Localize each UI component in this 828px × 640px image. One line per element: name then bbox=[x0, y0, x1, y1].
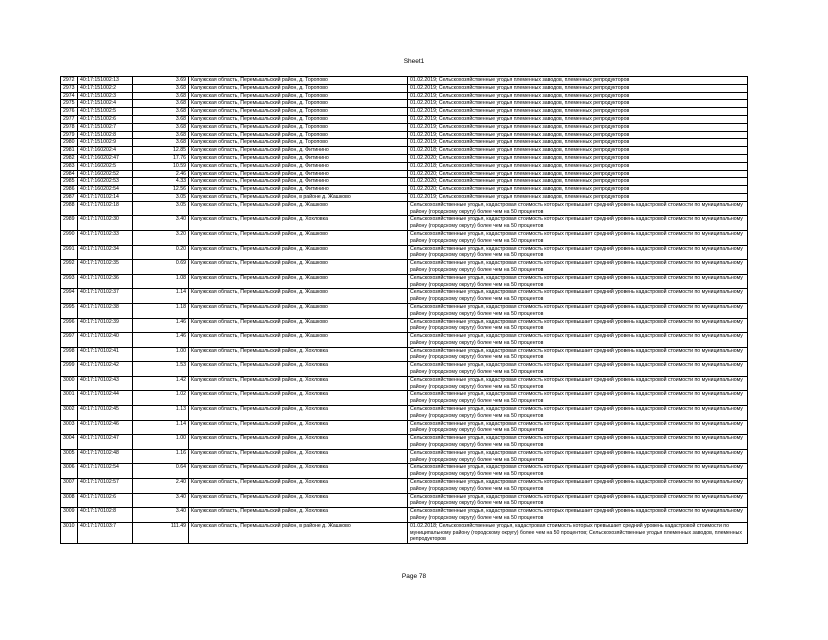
category-cell: 01.02.2018; Сельскохозяйственные угодья племенных заводов, племенных репродукторов bbox=[408, 147, 748, 155]
area-cell: 3.40 bbox=[133, 508, 189, 523]
category-cell: 01.02.2020; Сельскохозяйственные угодья племенных заводов, племенных репродукторов bbox=[408, 178, 748, 186]
category-cell: Сельскохозяйственные угодья, кадастровая стоимость которых превышает средний уровень кадастровой стоимости по муниципальному району (городскому округу) более чем на 50 процентов bbox=[408, 347, 748, 362]
cadastral-number-cell: 40:17:170102:42 bbox=[78, 362, 133, 377]
category-cell: 01.02.2019; Сельскохозяйственные угодья племенных заводов, племенных репродукторов bbox=[408, 123, 748, 131]
table-row bbox=[61, 245, 748, 260]
address-cell: Калужская область, Перемышльский район, в районе д. Жашково bbox=[189, 193, 408, 201]
row-number-cell: 3006 bbox=[61, 464, 78, 479]
area-cell: 3.68 bbox=[133, 139, 189, 147]
address-cell: Калужская область, Перемышльский район, д. Жашково bbox=[189, 303, 408, 318]
cadastral-number-cell: 40:17:170102:33 bbox=[78, 230, 133, 245]
address-cell: Калужская область, Перемышльский район, д. Фитинино bbox=[189, 162, 408, 170]
cadastral-number-cell: 40:17:160202:53 bbox=[78, 178, 133, 186]
table-row bbox=[61, 362, 748, 377]
address-cell: Калужская область, Перемышльский район, д. Жашково bbox=[189, 274, 408, 289]
address-cell: Калужская область, Перемышльский район, д. Торопово bbox=[189, 108, 408, 116]
category-cell: Сельскохозяйственные угодья, кадастровая стоимость которых превышает средний уровень кадастровой стоимости по муниципальному району (городскому округу) более чем на 50 процентов bbox=[408, 230, 748, 245]
row-number-cell: 2989 bbox=[61, 216, 78, 231]
area-cell: 10.59 bbox=[133, 162, 189, 170]
area-cell: 2.40 bbox=[133, 479, 189, 494]
cadastral-number-cell: 40:17:170102:37 bbox=[78, 289, 133, 304]
category-cell: 01.02.2019; Сельскохозяйственные угодья племенных заводов, племенных репродукторов bbox=[408, 131, 748, 139]
area-cell: 3.68 bbox=[133, 123, 189, 131]
cadastral-number-cell: 40:17:160202:5 bbox=[78, 162, 133, 170]
address-cell: Калужская область, Перемышльский район, д. Жашково bbox=[189, 201, 408, 216]
row-number-cell: 2973 bbox=[61, 84, 78, 92]
table-row bbox=[61, 406, 748, 421]
address-cell: Калужская область, Перемышльский район, д. Жашково bbox=[189, 318, 408, 333]
category-cell: 01.02.2019; Сельскохозяйственные угодья племенных заводов, племенных репродукторов bbox=[408, 193, 748, 201]
address-cell: Калужская область, Перемышльский район, д. Хохловка bbox=[189, 435, 408, 450]
area-cell: 3.68 bbox=[133, 131, 189, 139]
cadastral-number-cell: 40:17:170102:43 bbox=[78, 376, 133, 391]
category-cell: Сельскохозяйственные угодья, кадастровая стоимость которых превышает средний уровень кадастровой стоимости по муниципальному району (городскому округу) более чем на 50 процентов bbox=[408, 333, 748, 348]
row-number-cell: 2983 bbox=[61, 162, 78, 170]
row-number-cell: 2994 bbox=[61, 289, 78, 304]
address-cell: Калужская область, Перемышльский район, д. Торопово bbox=[189, 77, 408, 85]
land-plots-table bbox=[60, 76, 748, 544]
category-cell: Сельскохозяйственные угодья, кадастровая стоимость которых превышает средний уровень кадастровой стоимости по муниципальному району (городскому округу) более чем на 50 процентов bbox=[408, 464, 748, 479]
row-number-cell: 3007 bbox=[61, 479, 78, 494]
cadastral-number-cell: 40:17:170102:30 bbox=[78, 216, 133, 231]
category-cell: Сельскохозяйственные угодья, кадастровая стоимость которых превышает средний уровень кадастровой стоимости по муниципальному району (городскому округу) более чем на 50 процентов bbox=[408, 303, 748, 318]
address-cell: Калужская область, Перемышльский район, д. Фитинино bbox=[189, 147, 408, 155]
category-cell: Сельскохозяйственные угодья, кадастровая стоимость которых превышает средний уровень кадастровой стоимости по муниципальному району (городскому округу) более чем на 50 процентов bbox=[408, 493, 748, 508]
cadastral-number-cell: 40:17:170102:48 bbox=[78, 449, 133, 464]
category-cell: 01.02.2020; Сельскохозяйственные угодья племенных заводов, племенных репродукторов bbox=[408, 154, 748, 162]
table-row bbox=[61, 464, 748, 479]
table-row bbox=[61, 115, 748, 123]
row-number-cell: 3003 bbox=[61, 420, 78, 435]
row-number-cell: 3004 bbox=[61, 435, 78, 450]
cadastral-number-cell: 40:17:160202:47 bbox=[78, 154, 133, 162]
table-row bbox=[61, 92, 748, 100]
cadastral-number-cell: 40:17:170102:38 bbox=[78, 303, 133, 318]
area-cell: 0.20 bbox=[133, 245, 189, 260]
address-cell: Калужская область, Перемышльский район, д. Хохловка bbox=[189, 376, 408, 391]
row-number-cell: 3005 bbox=[61, 449, 78, 464]
category-cell: Сельскохозяйственные угодья, кадастровая стоимость которых превышает средний уровень кадастровой стоимости по муниципальному району (городскому округу) более чем на 50 процентов bbox=[408, 318, 748, 333]
table-row bbox=[61, 77, 748, 85]
cadastral-number-cell: 40:17:170102:39 bbox=[78, 318, 133, 333]
address-cell: Калужская область, Перемышльский район, д. Жашково bbox=[189, 230, 408, 245]
table-row bbox=[61, 479, 748, 494]
row-number-cell: 2980 bbox=[61, 139, 78, 147]
table-row bbox=[61, 139, 748, 147]
category-cell: Сельскохозяйственные угодья, кадастровая стоимость которых превышает средний уровень кадастровой стоимости по муниципальному району (городскому округу) более чем на 50 процентов bbox=[408, 376, 748, 391]
row-number-cell: 2978 bbox=[61, 123, 78, 131]
cadastral-number-cell: 40:17:170102:34 bbox=[78, 245, 133, 260]
row-number-cell: 2985 bbox=[61, 178, 78, 186]
area-cell: 12.85 bbox=[133, 147, 189, 155]
cadastral-number-cell: 40:17:170102:44 bbox=[78, 391, 133, 406]
area-cell: 0.69 bbox=[133, 260, 189, 275]
address-cell: Калужская область, Перемышльский район, д. Торопово bbox=[189, 115, 408, 123]
cadastral-number-cell: 40:17:170102:46 bbox=[78, 420, 133, 435]
area-cell: 3.69 bbox=[133, 77, 189, 85]
category-cell: 01.02.2019; Сельскохозяйственные угодья племенных заводов, племенных репродукторов bbox=[408, 139, 748, 147]
row-number-cell: 3002 bbox=[61, 406, 78, 421]
row-number-cell: 2987 bbox=[61, 193, 78, 201]
table-body bbox=[61, 77, 748, 544]
area-cell: 1.42 bbox=[133, 376, 189, 391]
area-cell: 1.13 bbox=[133, 406, 189, 421]
area-cell: 1.46 bbox=[133, 333, 189, 348]
table-row bbox=[61, 303, 748, 318]
category-cell: Сельскохозяйственные угодья, кадастровая стоимость которых превышает средний уровень кадастровой стоимости по муниципальному району (городскому округу) более чем на 50 процентов bbox=[408, 362, 748, 377]
address-cell: Калужская область, Перемышльский район, д. Фитинино bbox=[189, 186, 408, 194]
table-row bbox=[61, 108, 748, 116]
category-cell: 01.02.2018; Сельскохозяйственные угодья, кадастровая стоимость которых превышает средний уровень кадастровой стоимости по муниципальному району (городскому округу) более чем на 50 процентов; Сельскохозяйственные угодья племенных заводов, племенных репродукторов bbox=[408, 522, 748, 543]
category-cell: 01.02.2020; Сельскохозяйственные угодья племенных заводов, племенных репродукторов bbox=[408, 170, 748, 178]
address-cell: Калужская область, Перемышльский район, д. Фитинино bbox=[189, 154, 408, 162]
row-number-cell: 2976 bbox=[61, 108, 78, 116]
row-number-cell: 2995 bbox=[61, 303, 78, 318]
table-row bbox=[61, 435, 748, 450]
row-number-cell: 2992 bbox=[61, 260, 78, 275]
area-cell: 1.00 bbox=[133, 347, 189, 362]
cadastral-number-cell: 40:17:170102:18 bbox=[78, 201, 133, 216]
cadastral-number-cell: 40:17:170102:6 bbox=[78, 493, 133, 508]
table-row bbox=[61, 123, 748, 131]
area-cell: 3.68 bbox=[133, 92, 189, 100]
row-number-cell: 2984 bbox=[61, 170, 78, 178]
area-cell: 3.68 bbox=[133, 84, 189, 92]
cadastral-number-cell: 40:17:170102:8 bbox=[78, 508, 133, 523]
row-number-cell: 2972 bbox=[61, 77, 78, 85]
table-row bbox=[61, 508, 748, 523]
row-number-cell: 2981 bbox=[61, 147, 78, 155]
address-cell: Калужская область, Перемышльский район, д. Хохловка bbox=[189, 479, 408, 494]
area-cell: 1.14 bbox=[133, 289, 189, 304]
row-number-cell: 2982 bbox=[61, 154, 78, 162]
cadastral-number-cell: 40:17:151002:6 bbox=[78, 115, 133, 123]
address-cell: Калужская область, Перемышльский район, д. Торопово bbox=[189, 84, 408, 92]
area-cell: 1.53 bbox=[133, 362, 189, 377]
table-row bbox=[61, 154, 748, 162]
address-cell: Калужская область, Перемышльский район, д. Фитинино bbox=[189, 170, 408, 178]
area-cell: 3.68 bbox=[133, 108, 189, 116]
cadastral-number-cell: 40:17:151002:3 bbox=[78, 92, 133, 100]
cadastral-number-cell: 40:17:170102:35 bbox=[78, 260, 133, 275]
row-number-cell: 2991 bbox=[61, 245, 78, 260]
cadastral-number-cell: 40:17:151002:13 bbox=[78, 77, 133, 85]
area-cell: 1.00 bbox=[133, 435, 189, 450]
category-cell: Сельскохозяйственные угодья, кадастровая стоимость которых превышает средний уровень кадастровой стоимости по муниципальному району (городскому округу) более чем на 50 процентов bbox=[408, 420, 748, 435]
cadastral-number-cell: 40:17:170102:40 bbox=[78, 333, 133, 348]
table-row bbox=[61, 230, 748, 245]
address-cell: Калужская область, Перемышльский район, д. Хохловка bbox=[189, 420, 408, 435]
category-cell: Сельскохозяйственные угодья, кадастровая стоимость которых превышает средний уровень кадастровой стоимости по муниципальному району (городскому округу) более чем на 50 процентов bbox=[408, 449, 748, 464]
cadastral-number-cell: 40:17:160202:4 bbox=[78, 147, 133, 155]
cadastral-number-cell: 40:17:170102:36 bbox=[78, 274, 133, 289]
table-row bbox=[61, 131, 748, 139]
cadastral-number-cell: 40:17:151002:5 bbox=[78, 108, 133, 116]
table-row bbox=[61, 170, 748, 178]
area-cell: 1.18 bbox=[133, 303, 189, 318]
row-number-cell: 2988 bbox=[61, 201, 78, 216]
row-number-cell: 2997 bbox=[61, 333, 78, 348]
table-row bbox=[61, 147, 748, 155]
address-cell: Калужская область, Перемышльский район, д. Торопово bbox=[189, 100, 408, 108]
cadastral-number-cell: 40:17:151002:2 bbox=[78, 84, 133, 92]
cadastral-number-cell: 40:17:151002:4 bbox=[78, 100, 133, 108]
page-number: Page 78 bbox=[401, 573, 427, 580]
category-cell: Сельскохозяйственные угодья, кадастровая стоимость которых превышает средний уровень кадастровой стоимости по муниципальному району (городскому округу) более чем на 50 процентов bbox=[408, 245, 748, 260]
address-cell: Калужская область, Перемышльский район, д. Жашково bbox=[189, 245, 408, 260]
category-cell: 01.02.2018; Сельскохозяйственные угодья племенных заводов, племенных репродукторов bbox=[408, 162, 748, 170]
area-cell: 111.49 bbox=[133, 522, 189, 543]
table-row bbox=[61, 333, 748, 348]
category-cell: Сельскохозяйственные угодья, кадастровая стоимость которых превышает средний уровень кадастровой стоимости по муниципальному району (городскому округу) более чем на 50 процентов bbox=[408, 216, 748, 231]
table-row bbox=[61, 186, 748, 194]
category-cell: Сельскохозяйственные угодья, кадастровая стоимость которых превышает средний уровень кадастровой стоимости по муниципальному району (городскому округу) более чем на 50 процентов bbox=[408, 201, 748, 216]
row-number-cell: 3000 bbox=[61, 376, 78, 391]
table-row bbox=[61, 216, 748, 231]
table-row bbox=[61, 347, 748, 362]
row-number-cell: 2993 bbox=[61, 274, 78, 289]
area-cell: 3.68 bbox=[133, 115, 189, 123]
row-number-cell: 2986 bbox=[61, 186, 78, 194]
category-cell: 01.02.2019; Сельскохозяйственные угодья племенных заводов, племенных репродукторов bbox=[408, 77, 748, 85]
category-cell: Сельскохозяйственные угодья, кадастровая стоимость которых превышает средний уровень кадастровой стоимости по муниципальному району (городскому округу) более чем на 50 процентов bbox=[408, 479, 748, 494]
category-cell: 01.02.2019; Сельскохозяйственные угодья племенных заводов, племенных репродукторов bbox=[408, 92, 748, 100]
area-cell: 1.14 bbox=[133, 420, 189, 435]
category-cell: Сельскохозяйственные угодья, кадастровая стоимость которых превышает средний уровень кадастровой стоимости по муниципальному району (городскому округу) более чем на 50 процентов bbox=[408, 274, 748, 289]
row-number-cell: 2975 bbox=[61, 100, 78, 108]
area-cell: 1.16 bbox=[133, 449, 189, 464]
address-cell: Калужская область, Перемышльский район, д. Торопово bbox=[189, 92, 408, 100]
row-number-cell: 3001 bbox=[61, 391, 78, 406]
category-cell: Сельскохозяйственные угодья, кадастровая стоимость которых превышает средний уровень кадастровой стоимости по муниципальному району (городскому округу) более чем на 50 процентов bbox=[408, 391, 748, 406]
area-cell: 4.33 bbox=[133, 178, 189, 186]
cadastral-number-cell: 40:17:151002:8 bbox=[78, 131, 133, 139]
table-row bbox=[61, 84, 748, 92]
area-cell: 3.05 bbox=[133, 201, 189, 216]
cadastral-number-cell: 40:17:170102:54 bbox=[78, 464, 133, 479]
address-cell: Калужская область, Перемышльский район, д. Хохловка bbox=[189, 464, 408, 479]
cadastral-number-cell: 40:17:151002:9 bbox=[78, 139, 133, 147]
row-number-cell: 2979 bbox=[61, 131, 78, 139]
area-cell: 3.68 bbox=[133, 100, 189, 108]
address-cell: Калужская область, Перемышльский район, д. Хохловка bbox=[189, 347, 408, 362]
cadastral-number-cell: 40:17:160202:54 bbox=[78, 186, 133, 194]
cadastral-number-cell: 40:17:170102:57 bbox=[78, 479, 133, 494]
row-number-cell: 2977 bbox=[61, 115, 78, 123]
table-row bbox=[61, 193, 748, 201]
table-row bbox=[61, 289, 748, 304]
table-row bbox=[61, 449, 748, 464]
address-cell: Калужская область, Перемышльский район, д. Хохловка bbox=[189, 493, 408, 508]
address-cell: Калужская область, Перемышльский район, д. Торопово bbox=[189, 123, 408, 131]
table-row bbox=[61, 100, 748, 108]
cadastral-number-cell: 40:17:170102:41 bbox=[78, 347, 133, 362]
category-cell: 01.02.2019; Сельскохозяйственные угодья племенных заводов, племенных репродукторов bbox=[408, 108, 748, 116]
area-cell: 12.56 bbox=[133, 186, 189, 194]
address-cell: Калужская область, Перемышльский район, д. Жашково bbox=[189, 333, 408, 348]
table-row bbox=[61, 274, 748, 289]
row-number-cell: 2999 bbox=[61, 362, 78, 377]
address-cell: Калужская область, Перемышльский район, д. Хохловка bbox=[189, 508, 408, 523]
address-cell: Калужская область, Перемышльский район, д. Торопово bbox=[189, 139, 408, 147]
address-cell: Калужская область, Перемышльский район, д. Хохловка bbox=[189, 449, 408, 464]
row-number-cell: 3009 bbox=[61, 508, 78, 523]
table-row bbox=[61, 420, 748, 435]
address-cell: Калужская область, Перемышльский район, д. Фитинино bbox=[189, 178, 408, 186]
cadastral-number-cell: 40:17:170102:14 bbox=[78, 193, 133, 201]
table-row bbox=[61, 391, 748, 406]
category-cell: 01.02.2019; Сельскохозяйственные угодья племенных заводов, племенных репродукторов bbox=[408, 115, 748, 123]
cadastral-number-cell: 40:17:151002:7 bbox=[78, 123, 133, 131]
cadastral-number-cell: 40:17:170103:7 bbox=[78, 522, 133, 543]
area-cell: 1.08 bbox=[133, 274, 189, 289]
area-cell: 0.64 bbox=[133, 464, 189, 479]
category-cell: Сельскохозяйственные угодья, кадастровая стоимость которых превышает средний уровень кадастровой стоимости по муниципальному району (городскому округу) более чем на 50 процентов bbox=[408, 289, 748, 304]
address-cell: Калужская область, Перемышльский район, д. Хохловка bbox=[189, 406, 408, 421]
address-cell: Калужская область, Перемышльский район, д. Хохловка bbox=[189, 216, 408, 231]
category-cell: 01.02.2020; Сельскохозяйственные угодья племенных заводов, племенных репродукторов bbox=[408, 186, 748, 194]
area-cell: 3.40 bbox=[133, 493, 189, 508]
area-cell: 2.46 bbox=[133, 170, 189, 178]
row-number-cell: 2996 bbox=[61, 318, 78, 333]
table-row bbox=[61, 178, 748, 186]
row-number-cell: 2998 bbox=[61, 347, 78, 362]
category-cell: Сельскохозяйственные угодья, кадастровая стоимость которых превышает средний уровень кадастровой стоимости по муниципальному району (городскому округу) более чем на 50 процентов bbox=[408, 406, 748, 421]
area-cell: 1.02 bbox=[133, 391, 189, 406]
cadastral-number-cell: 40:17:170102:45 bbox=[78, 406, 133, 421]
category-cell: Сельскохозяйственные угодья, кадастровая стоимость которых превышает средний уровень кадастровой стоимости по муниципальному району (городскому округу) более чем на 50 процентов bbox=[408, 435, 748, 450]
address-cell: Калужская область, Перемышльский район, д. Жашково bbox=[189, 260, 408, 275]
sheet-title: Sheet1 bbox=[403, 58, 425, 65]
table-row bbox=[61, 376, 748, 391]
area-cell: 3.20 bbox=[133, 230, 189, 245]
table-row bbox=[61, 522, 748, 543]
table-row bbox=[61, 493, 748, 508]
category-cell: Сельскохозяйственные угодья, кадастровая стоимость которых превышает средний уровень кадастровой стоимости по муниципальному району (городскому округу) более чем на 50 процентов bbox=[408, 260, 748, 275]
address-cell: Калужская область, Перемышльский район, в районе д. Жашково bbox=[189, 522, 408, 543]
table-row bbox=[61, 201, 748, 216]
category-cell: Сельскохозяйственные угодья, кадастровая стоимость которых превышает средний уровень кадастровой стоимости по муниципальному району (городскому округу) более чем на 50 процентов bbox=[408, 508, 748, 523]
cadastral-number-cell: 40:17:170102:47 bbox=[78, 435, 133, 450]
area-cell: 3.40 bbox=[133, 216, 189, 231]
table-row bbox=[61, 260, 748, 275]
row-number-cell: 3010 bbox=[61, 522, 78, 543]
category-cell: 01.02.2019; Сельскохозяйственные угодья племенных заводов, племенных репродукторов bbox=[408, 100, 748, 108]
area-cell: 17.76 bbox=[133, 154, 189, 162]
cadastral-number-cell: 40:17:160202:52 bbox=[78, 170, 133, 178]
table-row bbox=[61, 162, 748, 170]
address-cell: Калужская область, Перемышльский район, д. Хохловка bbox=[189, 362, 408, 377]
address-cell: Калужская область, Перемышльский район, д. Хохловка bbox=[189, 391, 408, 406]
row-number-cell: 2990 bbox=[61, 230, 78, 245]
area-cell: 3.05 bbox=[133, 193, 189, 201]
table-row bbox=[61, 318, 748, 333]
address-cell: Калужская область, Перемышльский район, д. Жашково bbox=[189, 289, 408, 304]
row-number-cell: 2974 bbox=[61, 92, 78, 100]
category-cell: 01.02.2019; Сельскохозяйственные угодья племенных заводов, племенных репродукторов bbox=[408, 84, 748, 92]
row-number-cell: 3008 bbox=[61, 493, 78, 508]
address-cell: Калужская область, Перемышльский район, д. Торопово bbox=[189, 131, 408, 139]
area-cell: 1.46 bbox=[133, 318, 189, 333]
